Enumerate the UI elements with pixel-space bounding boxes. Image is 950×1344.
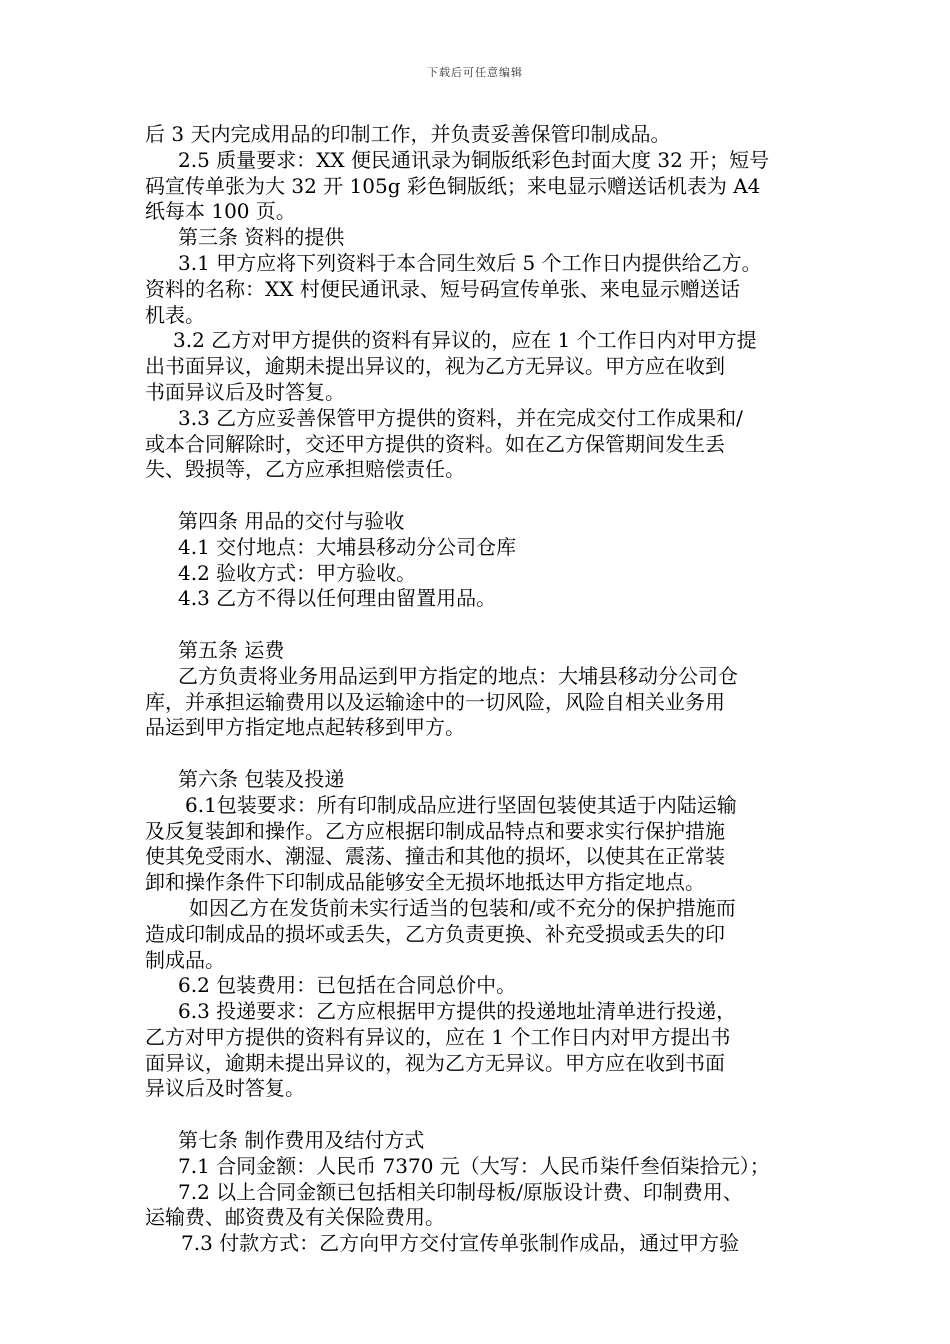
paragraph-line: 卸和操作条件下印制成品能够安全无损坏地抵达甲方指定地点。 xyxy=(145,870,705,895)
paragraph-line: 机表。 xyxy=(145,302,205,327)
section-heading-4: 第四条 用品的交付与验收 xyxy=(178,508,405,533)
paragraph-line: 乙方对甲方提供的资料有异议的，应在 1 个工作日内对甲方提出书 xyxy=(145,1024,731,1049)
paragraph-line: 书面异议后及时答复。 xyxy=(145,379,345,404)
blank-line xyxy=(145,741,815,767)
page-header: 下载后可任意编辑 xyxy=(427,66,523,79)
paragraph-line: 及反复装卸和操作。乙方应根据印制成品特点和要求实行保护措施 xyxy=(145,818,725,843)
paragraph-line: 后 3 天内完成用品的印制工作，并负责妥善保管印制成品。 xyxy=(145,122,671,146)
paragraph-line: 码宣传单张为大 32 开 105g 彩色铜版纸；来电显示赠送话机表为 A4 xyxy=(145,173,761,198)
clause-7-2-line: 7.2 以上合同金额已包括相关印制母板/原版设计费、印制费用、 xyxy=(178,1179,743,1204)
paragraph-line: 运输费、邮资费及有关保险费用。 xyxy=(145,1205,445,1230)
clause-4-2-line: 4.2 验收方式：甲方验收。 xyxy=(178,560,417,585)
paragraph-line: 资料的名称：XX 村便民通讯录、短号码宣传单张、来电显示赠送话 xyxy=(145,276,740,301)
paragraph-line: 使其免受雨水、潮湿、震荡、撞击和其他的损坏，以使其在正常装 xyxy=(145,844,725,869)
paragraph-line: 品运到甲方指定地点起转移到甲方。 xyxy=(145,715,465,740)
paragraph-line: 面异议，逾期未提出异议的，视为乙方无异议。甲方应在收到书面 xyxy=(145,1050,725,1075)
paragraph-line: 乙方负责将业务用品运到甲方指定的地点：大埔县移动分公司仓 xyxy=(178,663,738,688)
blank-line xyxy=(145,1102,815,1128)
clause-3-3-line: 3.3 乙方应妥善保管甲方提供的资料，并在完成交付工作成果和/ xyxy=(178,405,743,430)
paragraph-line: 如因乙方在发货前未实行适当的包装和/或不充分的保护措施而 xyxy=(189,895,736,920)
section-heading-6: 第六条 包装及投递 xyxy=(178,766,345,791)
paragraph-line: 纸每本 100 页。 xyxy=(145,199,296,224)
paragraph-line: 制成品。 xyxy=(145,947,225,972)
section-heading-7: 第七条 制作费用及结付方式 xyxy=(178,1128,425,1153)
blank-line xyxy=(145,483,815,509)
clause-2-5-line: 2.5 质量要求：XX 便民通讯录为铜版纸彩色封面大度 32 开；短号 xyxy=(178,147,770,172)
paragraph-line: 或本合同解除时，交还甲方提供的资料。如在乙方保管期间发生丢 xyxy=(145,431,725,456)
paragraph-line: 失、毁损等，乙方应承担赔偿责任。 xyxy=(145,457,465,482)
clause-6-1-line: 6.1包装要求：所有印制成品应进行坚固包装使其适于内陆运输 xyxy=(185,792,737,817)
blank-line xyxy=(145,612,815,638)
clause-7-3-line: 7.3 付款方式：乙方向甲方交付宣传单张制作成品，通过甲方验 xyxy=(181,1231,740,1256)
clause-4-3-line: 4.3 乙方不得以任何理由留置用品。 xyxy=(178,586,497,611)
clause-3-2-line: 3.2 乙方对甲方提供的资料有异议的，应在 1 个工作日内对甲方提 xyxy=(173,328,757,353)
clause-6-3-line: 6.3 投递要求：乙方应根据甲方提供的投递地址清单进行投递， xyxy=(178,999,737,1024)
clause-6-2-line: 6.2 包装费用：已包括在合同总价中。 xyxy=(178,973,517,998)
paragraph-line: 库，并承担运输费用以及运输途中的一切风险，风险自相关业务用 xyxy=(145,689,725,714)
document-body xyxy=(145,122,815,1257)
clause-7-1-line: 7.1 合同金额：人民币 7370 元（大写：人民币柒仟叁佰柒拾元）； xyxy=(178,1153,770,1178)
section-heading-5: 第五条 运费 xyxy=(178,637,285,662)
paragraph-line: 异议后及时答复。 xyxy=(145,1076,305,1101)
paragraph-line: 出书面异议，逾期未提出异议的，视为乙方无异议。甲方应在收到 xyxy=(145,354,725,379)
paragraph-line: 造成印制成品的损坏或丢失，乙方负责更换、补充受损或丢失的印 xyxy=(145,921,725,946)
clause-3-1-line: 3.1 甲方应将下列资料于本合同生效后 5 个工作日内提供给乙方。 xyxy=(178,250,762,275)
section-heading-3: 第三条 资料的提供 xyxy=(178,225,345,250)
clause-4-1-line: 4.1 交付地点：大埔县移动分公司仓库 xyxy=(178,534,517,559)
